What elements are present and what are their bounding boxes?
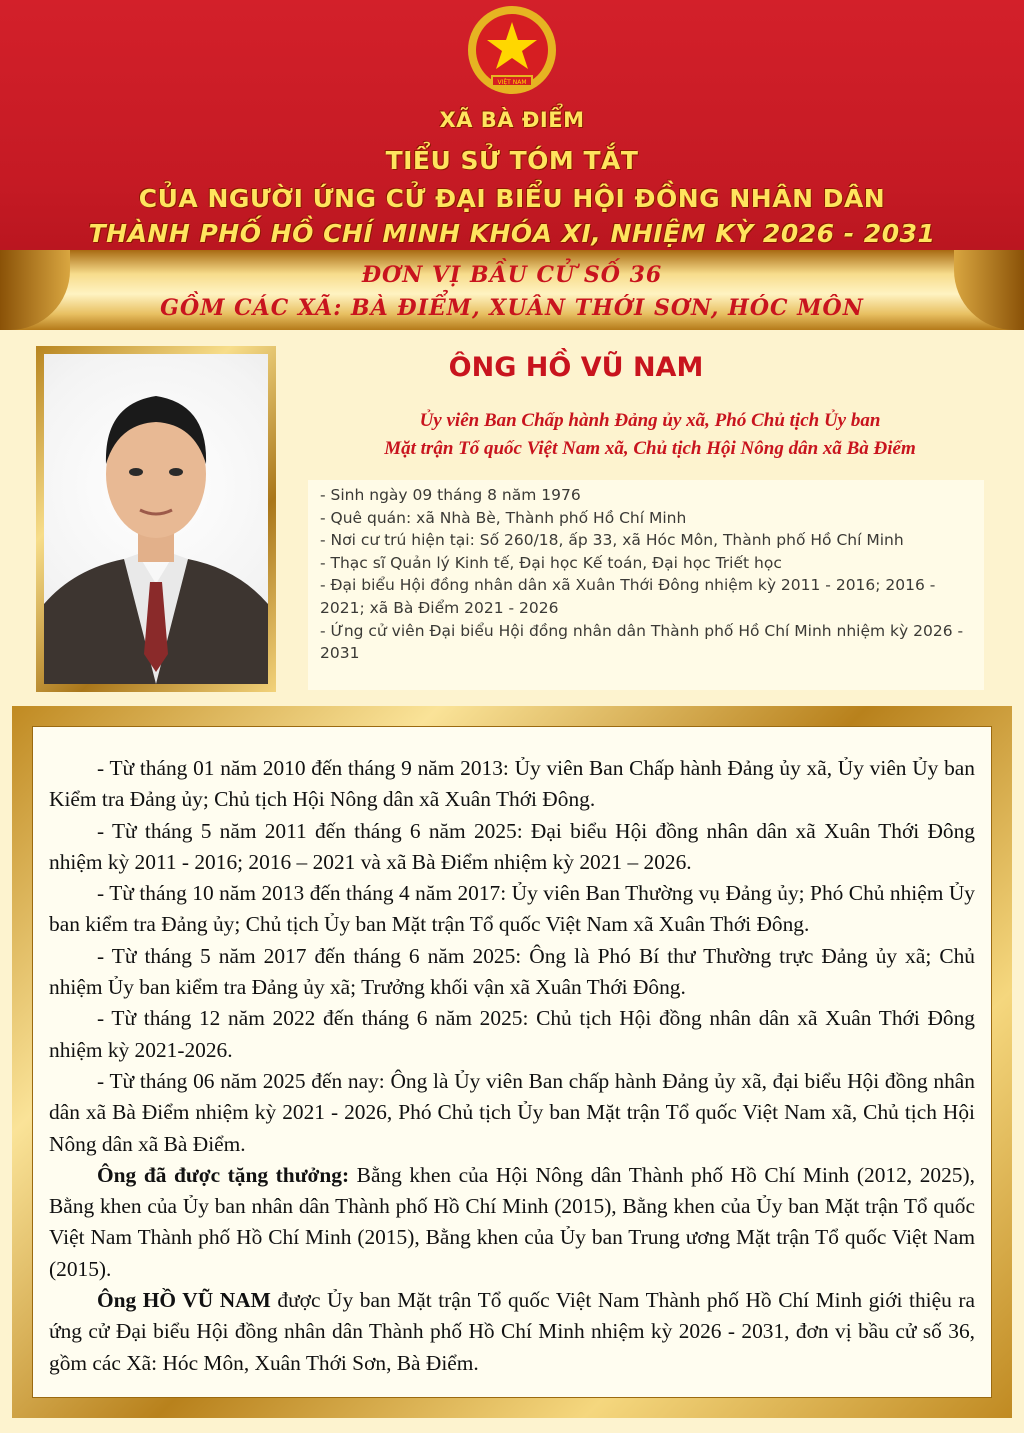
- career-text: [32, 726, 992, 1398]
- bio-item: - Sinh ngày 09 tháng 8 năm 1976: [320, 486, 581, 504]
- bio-item: - Thạc sĩ Quản lý Kinh tế, Đại học Kế toán, Đại học Triết học: [320, 553, 782, 572]
- bio-list: [308, 480, 984, 690]
- person-portrait-icon: [44, 354, 268, 684]
- awards-paragraph: [49, 1160, 975, 1285]
- emblem-text: VIỆT NAM: [497, 79, 527, 86]
- bio-item: - Quê quán: xã Nhà Bè, Thành phố Hồ Chí Minh: [320, 508, 687, 527]
- career-item: - Từ tháng 10 năm 2013 đến tháng 4 năm 2017: Ủy viên Ban Thường vụ Đảng ủy; Phó Chủ nhiệm Ủy ban kiểm tra Đảng ủy; Chủ tịch Ủy ban Mặt trận Tổ quốc Việt Nam xã Xuân Thới Đông.: [49, 881, 975, 937]
- career-item: - Từ tháng 06 năm 2025 đến nay: Ông là Ủy viên Ban chấp hành Đảng ủy xã, đại biểu Hội đồng nhân dân xã Bà Điểm nhiệm kỳ 2021 - 2026, Phó Chủ tịch Ủy ban Mặt trận Tổ quốc Việt Nam xã, Chủ tịch Hội Nông dân xã Bà Điểm.: [49, 1068, 975, 1156]
- portrait-frame: [36, 346, 276, 692]
- document-title: TIỂU SỬ TÓM TẮT: [385, 146, 639, 175]
- national-emblem-icon: [462, 4, 562, 104]
- electoral-communes: GỒM CÁC XÃ: BÀ ĐIỂM, XUÂN THỚI SƠN, HÓC MÔN: [160, 295, 864, 321]
- career-item: - Từ tháng 5 năm 2011 đến tháng 6 năm 2025: Đại biểu Hội đồng nhân dân xã Xuân Thới Đông nhiệm kỳ 2011 - 2016; 2016 – 2021 và xã Bà Điểm nhiệm kỳ 2021 – 2026.: [49, 818, 975, 874]
- candidate-position-line-1: Ủy viên Ban Chấp hành Đảng ủy xã, Phó Chủ tịch Ủy ban: [419, 410, 881, 431]
- bio-item: - Nơi cư trú hiện tại: Số 260/18, ấp 33, xã Hóc Môn, Thành phố Hồ Chí Minh: [320, 531, 904, 550]
- candidate-name: ÔNG HỒ VŨ NAM: [448, 352, 704, 383]
- career-item: - Từ tháng 12 năm 2022 đến tháng 6 năm 2025: Chủ tịch Hội đồng nhân dân xã Xuân Thới Đông nhiệm kỳ 2021-2026.: [49, 1006, 975, 1062]
- nomination-paragraph: [49, 1285, 975, 1379]
- document-subtitle-2: THÀNH PHỐ HỒ CHÍ MINH KHÓA XI, NHIỆM KỲ 2026 - 2031: [88, 219, 936, 248]
- career-item: - Từ tháng 5 năm 2017 đến tháng 6 năm 2025: Ông là Phó Bí thư Thường trực Đảng ủy xã; Chủ nhiệm Ủy ban kiểm tra Đảng ủy xã; Trưởng khối vận xã Xuân Thới Đông.: [49, 943, 975, 1000]
- awards-text: Bằng khen của Hội Nông dân Thành phố Hồ Chí Minh (2012, 2025), Bằng khen của Ủy ban nhân dân Thành phố Hồ Chí Minh (2015), Bằng khen của Ủy ban Mặt trận Tổ quốc Việt Nam Thành phố Hồ Chí Minh (2015), Bằng khen của Ủy ban Trung ương Mặt trận Tổ quốc Việt Nam (2015).: [49, 1162, 975, 1281]
- nomination-text: được Ủy ban Mặt trận Tổ quốc Việt Nam Thành phố Hồ Chí Minh giới thiệu ra ứng cử Đại biểu Hội đồng nhân dân Thành phố Hồ Chí Minh nhiệm kỳ 2026 - 2031, đơn vị bầu cử số 36, gồm các Xã: Hóc Môn, Xuân Thới Sơn, Bà Điểm.: [49, 1288, 975, 1375]
- career-item: - Từ tháng 01 năm 2010 đến tháng 9 năm 2013: Ủy viên Ban Chấp hành Đảng ủy xã, Ủy viên Ủy ban Kiểm tra Đảng ủy; Chủ tịch Hội Nông dân xã Xuân Thới Đông.: [49, 756, 975, 812]
- career-frame: [12, 706, 1012, 1418]
- commune-title: XÃ BÀ ĐIỂM: [439, 108, 585, 132]
- candidate-position-line-2: Mặt trận Tổ quốc Việt Nam xã, Chủ tịch Hội Nông dân xã Bà Điểm: [384, 438, 916, 459]
- electoral-unit: ĐƠN VỊ BẦU CỬ SỐ 36: [361, 262, 663, 288]
- awards-label: Ông đã được tặng thưởng:: [97, 1162, 350, 1187]
- bio-item: - Đại biểu Hội đồng nhân dân xã Xuân Thới Đông nhiệm kỳ 2011 - 2016; 2016 - 2021; xã Bà Điểm 2021 - 2026: [320, 576, 936, 617]
- nomination-name: Ông HỒ VŨ NAM: [97, 1288, 271, 1313]
- bio-item: - Ứng cử viên Đại biểu Hội đồng nhân dân Thành phố Hồ Chí Minh nhiệm kỳ 2026 - 2031: [320, 621, 964, 663]
- portrait-photo: [44, 354, 268, 684]
- document-subtitle-1: CỦA NGƯỜI ỨNG CỬ ĐẠI BIỂU HỘI ĐỒNG NHÂN DÂN: [138, 184, 886, 213]
